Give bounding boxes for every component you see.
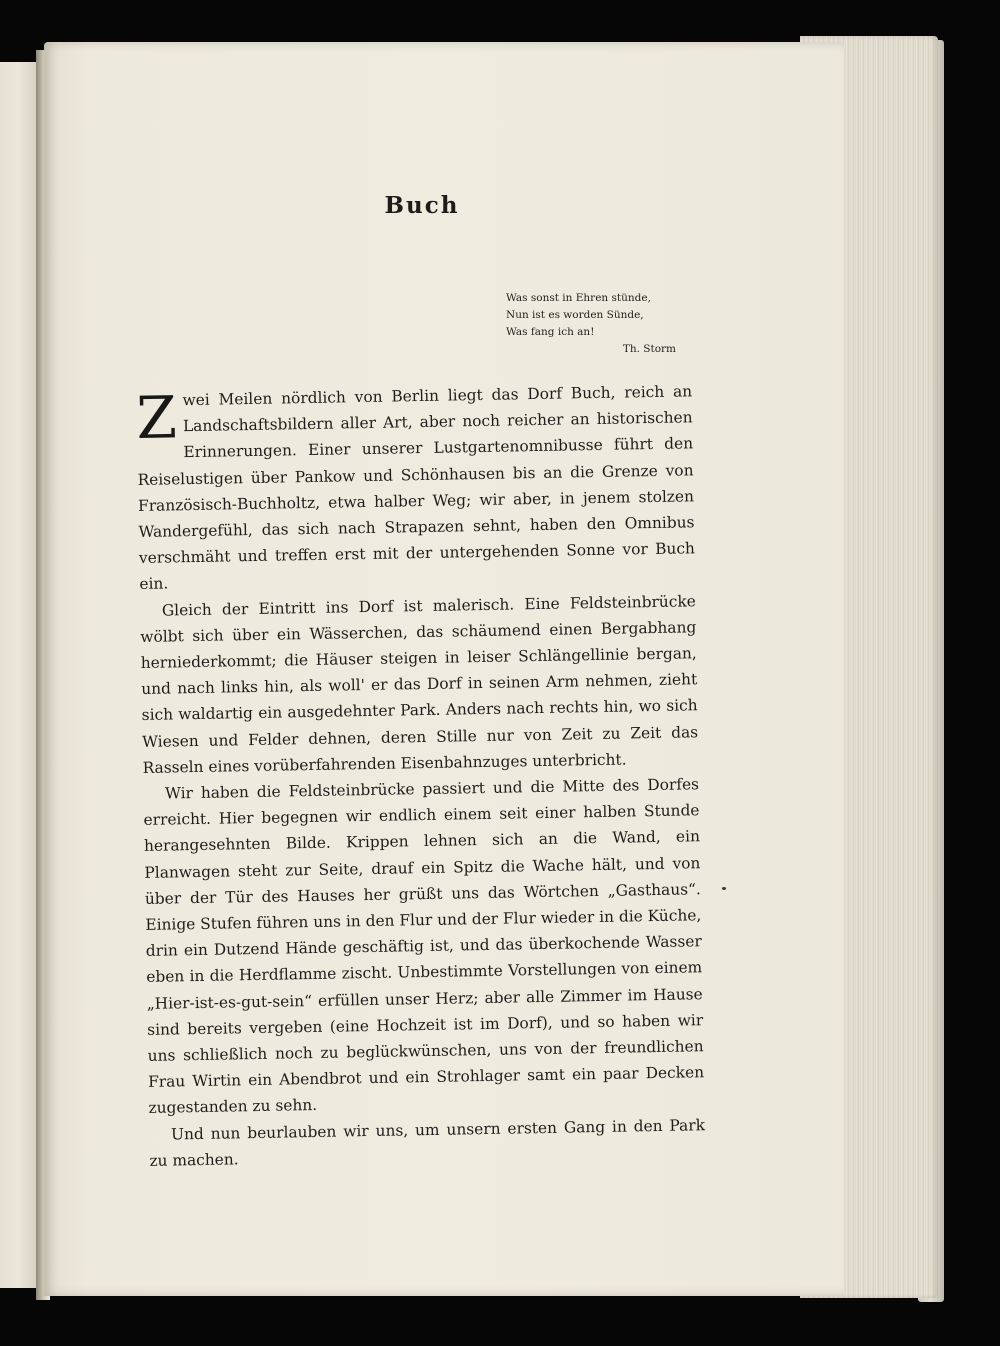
epigraph xyxy=(506,290,676,358)
paragraph-text: wei Meilen nördlich von Berlin liegt das Dorf Buch, reich an Landschaftsbildern aller Art, aber noch reicher an historischen Erinnerungen. Einer unserer Lustgartenomnibusse führt den Reiselustigen über Pankow und Schönhausen bis an die Grenze von Französisch-Buchholtz, etwa halber Weg; wir aber, in jenem stolzen Wandergefühl, das sich nach Strapazen sehnt, haben den Omnibus verschmäht und treffen erst mit der untergehenden Sonne vor Buch ein. xyxy=(137,382,696,594)
paragraph: Wir haben die Feldsteinbrücke passiert und die Mitte des Dorfes erreicht. Hier begegnen wir endlich einem seit einer halben Stunde herangesehnten Bilde. Krippen lehnen sich an die Wand, ein Planwagen steht zur Seite, drauf ein Spitz die Wache hält, und von über der Tür des Hauses her grüßt uns das Wörtchen „Gasthaus“. Einige Stufen führen uns in den Flur und der Flur wieder in die Küche, drin ein Dutzend Hände geschäftig ist, und das überkochende Wasser eben in die Herdflamme zischt. Unbestimmte Vorstellungen von einem „Hier-ist-es-gut-sein“ erfüllen unser Herz; aber alle Zimmer im Hause sind bereits vergeben (eine Hochzeit ist im Dorf), und so haben wir uns schließlich noch zu beglückwünschen, uns von der freundlichen Frau Wirtin ein Abendbrot und ein Strohlager samt ein paar Decken zugestanden zu sehn. xyxy=(143,775,705,1118)
drop-cap: Z xyxy=(135,383,178,452)
paragraph xyxy=(136,378,696,597)
book-page xyxy=(44,42,844,1296)
paper-speck xyxy=(722,887,726,890)
epigraph-line: Nun ist es worden Sünde, xyxy=(506,309,644,321)
paragraph: Und nun beurlauben wir uns, um unsern ersten Gang in den Park zu machen. xyxy=(149,1115,706,1170)
paragraph: Gleich der Eintritt ins Dorf ist malerisch. Eine Feldsteinbrücke wölbt sich über ein Wässerchen, das schäumend einen Bergabhang herniederkommt; die Häuser steigen in leiser Schlängellinie bergan, und nach links hin, als woll' er das Dorf in seinen Arm nehmen, zieht sich waldartig ein ausgedehnter Park. Anders nach rechts hin, wo sich Wiesen und Felder dehnen, deren Stille nur von Zeit zu Zeit das Rasseln eines vorüberfahrenden Eisenbahnzuges unterbricht. xyxy=(140,591,699,777)
epigraph-line: Was sonst in Ehren stünde, xyxy=(506,292,651,304)
chapter-title: Buch xyxy=(384,192,460,219)
chapter-body xyxy=(136,378,706,1174)
epigraph-author: Th. Storm xyxy=(622,343,676,355)
epigraph-line: Was fang ich an! xyxy=(506,326,595,338)
